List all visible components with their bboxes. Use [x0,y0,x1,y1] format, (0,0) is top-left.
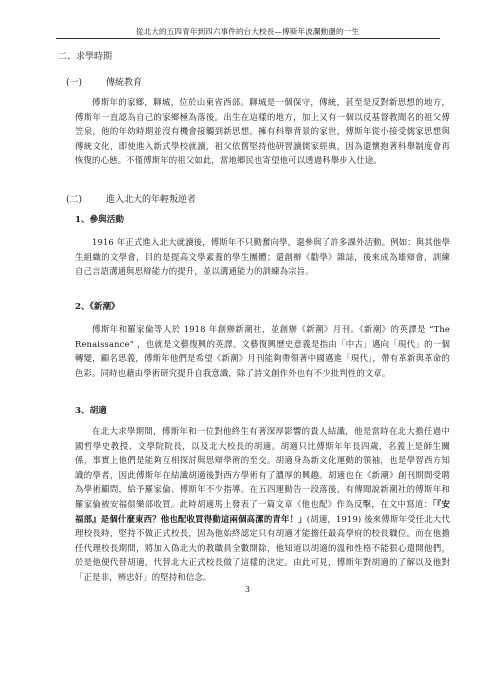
item-heading-xinchao: 2、《新潮》 [75,302,120,312]
quote-text: 「『安福部』是個什麼東西？他也配收買得動這兩個高潔的青年！」 [75,498,450,524]
paragraph-xinchao: 傅斯年和羅家倫等人於 1918 年創辦新潮社，並創辦《新潮》月刊。《新潮》的英譯是 “The Renaissance” ，也就是文藝復興的英譯。文藝復興歷史意義是指由「中古」邁向「現代」的一個轉變，顧名思義，傅斯年他們是希望《新潮》月刊能夠帶領著中國邁進「現代」，帶有革新與革命的色彩。同時也藉由學術研究提升自我意識，除了詩文創作外也有不少批判性的文章。 [75,324,450,378]
paragraph-text: 在北大求學期間，傅斯年和一位對他終生有著深厚影響的貴人結識，他是當時在北大擔任過中國哲學史教授、文學院院長，以及北大校長的胡適。胡適只比傅斯年年長四歲，名義上是師生關係，事實上他們是能夠互相探討與思辯學術的至交。胡適身為新文化運動的領袖，也是學習西方知識的學者，因此傅斯年在結識胡適後對西方學術有了濃厚的興趣。胡適也在《新潮》創刊期間受聘為學術顧問，給予羅家倫、傅斯年不少指導。在五四運動告一段落後，有傳聞說新潮社的傅斯年和羅家倫被安福俱樂部收買。此時胡適馬上發表了一篇文章《他也配》作為反擊，在文中寫道： [75,426,450,509]
item-heading-activities: 1、參與活動 [75,215,124,225]
subsection-title: 進入北大的年輕叛逆者 [106,195,197,205]
header-divider [56,38,440,39]
paragraph-text: (胡適，1919) 後來傅斯年受任北大代理校長時，堅持不做正式校長，因為他始終認定只有胡適才能擔任最高學府的校長職位。而在他擔任代理校長期間，將加入偽北大的教職員全數開除，他知道以胡適的溫和性格不能狠心遣開他們，於是他便代替胡適，代替北大正式校長做了這樣的決定。由此可見，傅斯年對胡適的了解以及他對「正是非，辨忠奸」的堅持和信念。 [75,513,450,582]
item-heading-hushi: 3、胡適 [75,406,107,416]
section-heading: 二、求學時期 [58,52,113,62]
paragraph-traditional-education: 傅斯年的家鄉，聊城，位於山東省西部。聊城是一個保守，傳統，甚至是反對新思想的地方，傅斯年一直認為自己的家鄉極為落後。出生在這樣的地方，加上又有一個以反基督教聞名的祖父傅笠泉，他的年幼時期並沒有機會接觸到新思想。擁有科舉背景的家世，傅斯年從小接受儒家思想與傳統文化，即使進入新式學校就讀，祖父依舊堅持他研習讀儒家經典，因為還懷抱著科舉制度會再恢復的心態。不僅傅斯年的祖父如此，當地鄉民也寄望他可以透過科舉步入仕途。 [75,97,450,166]
subsection-number: (二) [66,195,83,205]
paragraph-hushi [75,424,450,585]
running-header: 從北大的五四青年到四六事件的台大校長—傅斯年波瀾動盪的一生 [135,27,360,36]
subsection-heading-2 [66,192,196,205]
subsection-title: 傳統教育 [106,78,143,88]
paragraph-activities: 1916 年正式進入北大就讀後，傅斯年不只勤奮向學，還參與了許多課外活動。例如：與其他學生組織的文學會，目的是提高文學素養的學生團體；還創辦《勸學》雜誌，後來成為雄辯會，訓練自己言語溝通與思辯能力的提升，並以溝通能力的訓練為宗旨。 [75,237,450,277]
subsection-number: (一) [66,78,83,88]
subsection-heading-1 [66,75,142,88]
page-number: 3 [244,585,251,594]
